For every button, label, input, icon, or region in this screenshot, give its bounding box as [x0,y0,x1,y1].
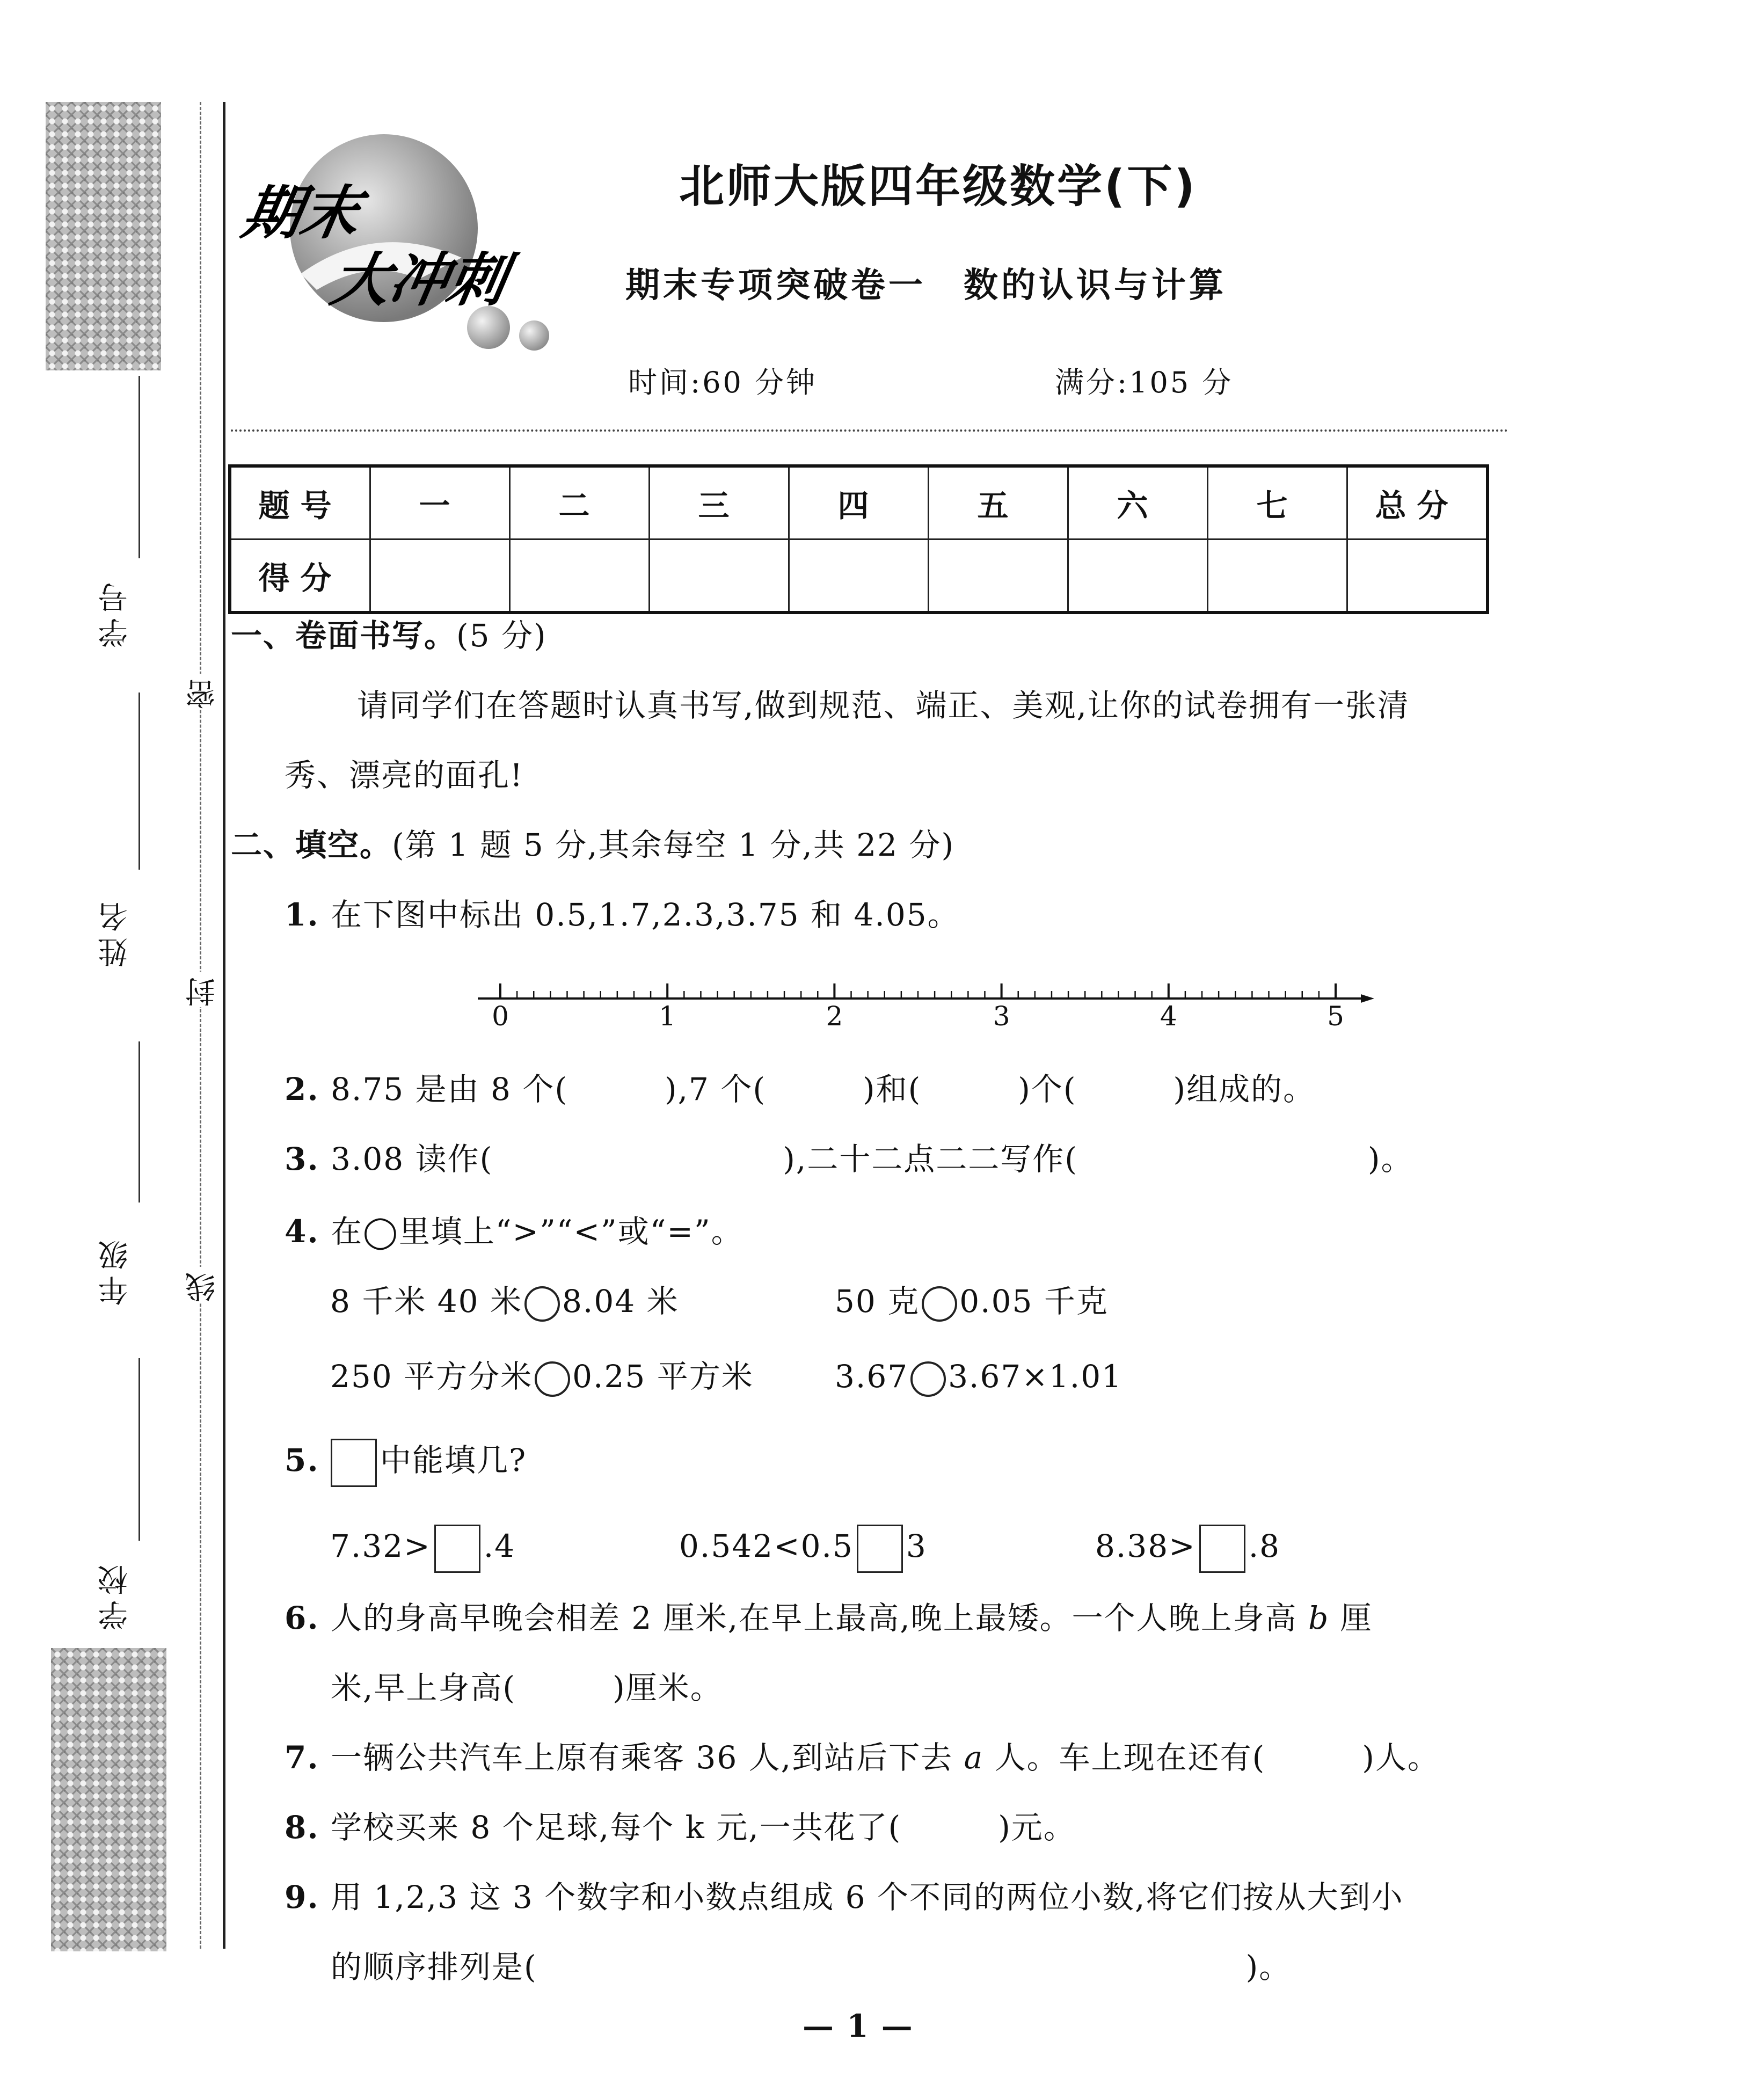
q4-b-right: 0.05 千克 [959,1283,1109,1320]
number-line-label: 4 [1160,1001,1177,1032]
score-header-cell: 五 [929,466,1068,540]
score-table-score-row [230,540,1488,613]
question-number: 1. [285,897,319,933]
score-header-cell: 总分 [1347,466,1488,540]
question-text: 用 1,2,3 这 3 个数字和小数点组成 6 个不同的两位小数,将它们按从大到小 [331,1879,1404,1915]
question-text: 人。车上现在还有( )人。 [983,1739,1440,1776]
student-id-field[interactable] [139,693,140,870]
score-table [228,464,1489,614]
score-cell[interactable] [1208,540,1347,613]
question-text: 人的身高早晚会相差 2 厘米,在早上最高,晚上最矮。一个人晚上身高 [331,1600,1309,1636]
question-text: 学校买来 8 个足球,每个 k 元,一共花了( )元。 [331,1809,1076,1846]
section1-heading: 一、卷面书写。 [231,617,457,654]
q5-item-c [1095,1525,1280,1573]
score-table-header-row [230,466,1488,540]
student-id-label: 学号 [98,577,133,648]
question-number: 7. [285,1739,319,1776]
page-subtitle: 期末专项突破卷一 数的认识与计算 [625,265,1227,305]
score-cell[interactable] [510,540,650,613]
score-cell[interactable] [370,540,510,613]
q4-item-b [835,1283,1109,1322]
logo-text-line2: 大冲刺 [326,247,512,314]
compare-circle[interactable] [910,1361,946,1397]
question-text: 3.08 读作( ),二十二点二二写作( )。 [331,1141,1413,1177]
page-margin-line [223,102,225,1949]
score-cell[interactable] [929,540,1068,613]
score-header-cell: 题号 [230,466,370,540]
question-1 [285,897,960,933]
score-cell[interactable] [1347,540,1488,613]
score-header-cell: 三 [650,466,789,540]
question-8 [285,1809,1076,1846]
logo [236,134,558,360]
name-field[interactable] [139,1041,140,1202]
compare-circle[interactable] [524,1286,560,1322]
number-line-label: 3 [993,1001,1010,1032]
q5-b-pre: 0.542<0.5 [679,1528,854,1565]
name-underline-top [139,376,140,558]
number-line-label: 1 [659,1001,676,1032]
question-5 [285,1439,527,1487]
question-text: 厘 [1329,1600,1373,1636]
section1-text-line1: 请同学们在答题时认真书写,做到规范、端正、美观,让你的试卷拥有一张清 [357,687,1410,724]
question-number: 5. [285,1442,319,1479]
q4-item-c [330,1358,754,1397]
question-6-line2: 米,早上身高( )厘米。 [331,1670,723,1706]
exam-full-score: 满分:105 分 [1055,366,1234,399]
section2-points: (第 1 题 5 分,其余每空 1 分,共 22 分) [392,827,955,863]
question-text: 8.75 是由 8 个( ),7 个( )和( )个( )组成的。 [331,1071,1316,1107]
q5-item-b [679,1525,927,1573]
header-divider [231,429,1508,432]
section2-heading-line [231,829,954,861]
decor-pattern-bottom [51,1648,166,1951]
question-2 [285,1071,1316,1107]
question-number: 2. [285,1071,319,1107]
compare-circle[interactable] [535,1361,570,1397]
seal-dashed-line [200,102,201,1949]
seal-mark-xian: 线 [181,1267,224,1302]
school-label: 学校 [98,1559,133,1630]
number-line[interactable] [472,972,1385,1047]
question-number: 4. [285,1213,319,1250]
question-number: 8. [285,1809,319,1846]
section1-text-line2: 秀、漂亮的面孔! [285,757,524,793]
grade-field[interactable] [139,1358,140,1541]
number-line-label: 0 [492,1001,509,1032]
q4-c-left: 250 平方分米 [330,1358,533,1395]
question-4 [285,1213,743,1250]
number-line-label: 2 [826,1001,843,1032]
score-header-cell: 七 [1208,466,1347,540]
question-9-line2: 的顺序排列是( )。 [331,1949,1292,1985]
decor-pattern-top [46,102,161,370]
logo-text-line1: 期末 [237,180,366,247]
compare-circle[interactable] [922,1286,957,1322]
q5-a-pre: 7.32> [330,1528,431,1565]
q5-c-post: .8 [1248,1528,1281,1565]
section1-heading-line [231,617,547,654]
question-number: 3. [285,1141,319,1177]
answer-box[interactable] [857,1525,903,1573]
number-line-arrow [1361,994,1374,1003]
score-header-cell: 一 [370,466,510,540]
exam-time: 时间:60 分钟 [628,366,818,399]
q4-d-right: 3.67×1.01 [948,1358,1123,1395]
variable: b [1308,1600,1330,1636]
question-number: 9. [285,1879,319,1915]
name-label: 姓名 [98,897,133,967]
q4-item-a [330,1283,679,1322]
page-number: — 1 — [803,2008,914,2044]
q4-a-left: 8 千米 40 米 [330,1283,523,1320]
score-row-label: 得分 [230,540,370,613]
score-header-cell: 四 [789,466,929,540]
score-cell[interactable] [789,540,929,613]
answer-box [331,1439,377,1487]
q4-a-right: 8.04 米 [562,1283,679,1320]
score-header-cell: 六 [1068,466,1208,540]
q4-item-d [835,1358,1123,1397]
score-cell[interactable] [650,540,789,613]
q4-d-left: 3.67 [835,1358,909,1395]
q5-a-post: .4 [483,1528,516,1565]
score-header-cell: 二 [510,466,650,540]
score-cell[interactable] [1068,540,1208,613]
answer-box[interactable] [1199,1525,1245,1573]
answer-box[interactable] [434,1525,480,1573]
seal-mark-mi: 密 [181,674,224,709]
page-title: 北师大版四年级数学(下) [679,160,1197,213]
grade-label: 年级 [98,1235,133,1306]
question-text: 一辆公共汽车上原有乘客 36 人,到站后下去 [331,1739,964,1776]
question-text: 中能填几? [380,1442,527,1479]
variable: a [964,1739,984,1776]
q5-b-post: 3 [906,1528,927,1565]
question-number: 6. [285,1600,319,1636]
question-3 [285,1143,1413,1175]
section1-points: (5 分) [456,617,547,654]
q4-c-right: 0.25 平方米 [572,1358,754,1395]
question-text: 在◯里填上“>”“<”或“=”。 [331,1213,743,1250]
q5-c-pre: 8.38> [1095,1528,1196,1565]
section2-heading: 二、填空。 [231,827,392,863]
question-6 [285,1602,1373,1634]
question-9 [285,1879,1404,1915]
q5-item-a [330,1525,515,1573]
seal-mark-feng: 封 [181,972,224,1007]
question-text: 在下图中标出 0.5,1.7,2.3,3.75 和 4.05。 [331,897,960,933]
number-line-label: 5 [1327,1001,1344,1032]
question-7 [285,1739,1440,1776]
q4-b-left: 50 克 [835,1283,920,1320]
